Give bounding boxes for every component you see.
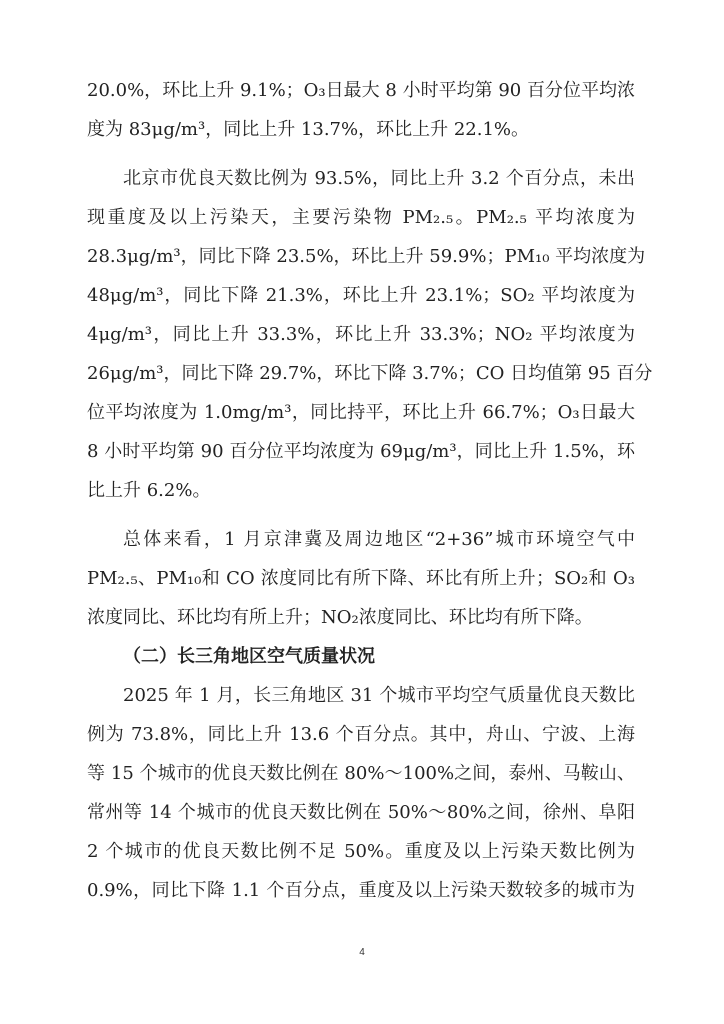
text-line: 2 个城市的优良天数比例不足 50%。重度及以上污染天数比例为 [87,841,635,862]
text-line: 等 15 个城市的优良天数比例在 80%～100%之间，泰州、马鞍山、 [87,763,635,784]
section-heading: （二）长三角地区空气质量状况 [123,646,375,667]
text-line: PM₂.₅、PM₁₀和 CO 浓度同比有所下降、环比有所上升；SO₂和 O₃ [87,568,635,589]
text-line: 浓度同比、环比均有所上升；NO₂浓度同比、环比均有所下降。 [87,607,593,628]
text-line: 48μg/m³，同比下降 21.3%，环比上升 23.1%；SO₂ 平均浓度为 [87,285,635,306]
text-line: 4μg/m³，同比上升 33.3%，环比上升 33.3%；NO₂ 平均浓度为 [87,324,635,345]
text-line: 2025 年 1 月，长三角地区 31 个城市平均空气质量优良天数比 [123,685,635,706]
text-line: 26μg/m³，同比下降 29.7%，环比下降 3.7%；CO 日均值第 95 百分 [87,363,653,384]
text-line: 28.3μg/m³，同比下降 23.5%，环比上升 59.9%；PM₁₀ 平均浓度为 [87,246,646,267]
text-line: 现重度及以上污染天，主要污染物 PM₂.₅。PM₂.₅ 平均浓度为 [87,207,635,228]
text-line: 20.0%，环比上升 9.1%；O₃日最大 8 小时平均第 90 百分位平均浓 [87,80,635,101]
text-line: 位平均浓度为 1.0mg/m³，同比持平，环比上升 66.7%；O₃日最大 [87,402,635,423]
text-line: 度为 83μg/m³，同比上升 13.7%，环比上升 22.1%。 [87,119,530,140]
text-line: 常州等 14 个城市的优良天数比例在 50%～80%之间，徐州、阜阳 [87,802,635,823]
text-line: 8 小时平均第 90 百分位平均浓度为 69μg/m³，同比上升 1.5%，环 [87,441,635,462]
text-line: 总体来看，1 月京津冀及周边地区“2+36”城市环境空气中 [123,529,635,550]
text-line: 例为 73.8%，同比上升 13.6 个百分点。其中，舟山、宁波、上海 [87,724,635,745]
text-line: 比上升 6.2%。 [87,480,211,501]
page-number: 4 [359,947,365,958]
text-line: 0.9%，同比下降 1.1 个百分点，重度及以上污染天数较多的城市为 [87,880,635,901]
text-line: 北京市优良天数比例为 93.5%，同比上升 3.2 个百分点，未出 [123,168,635,189]
